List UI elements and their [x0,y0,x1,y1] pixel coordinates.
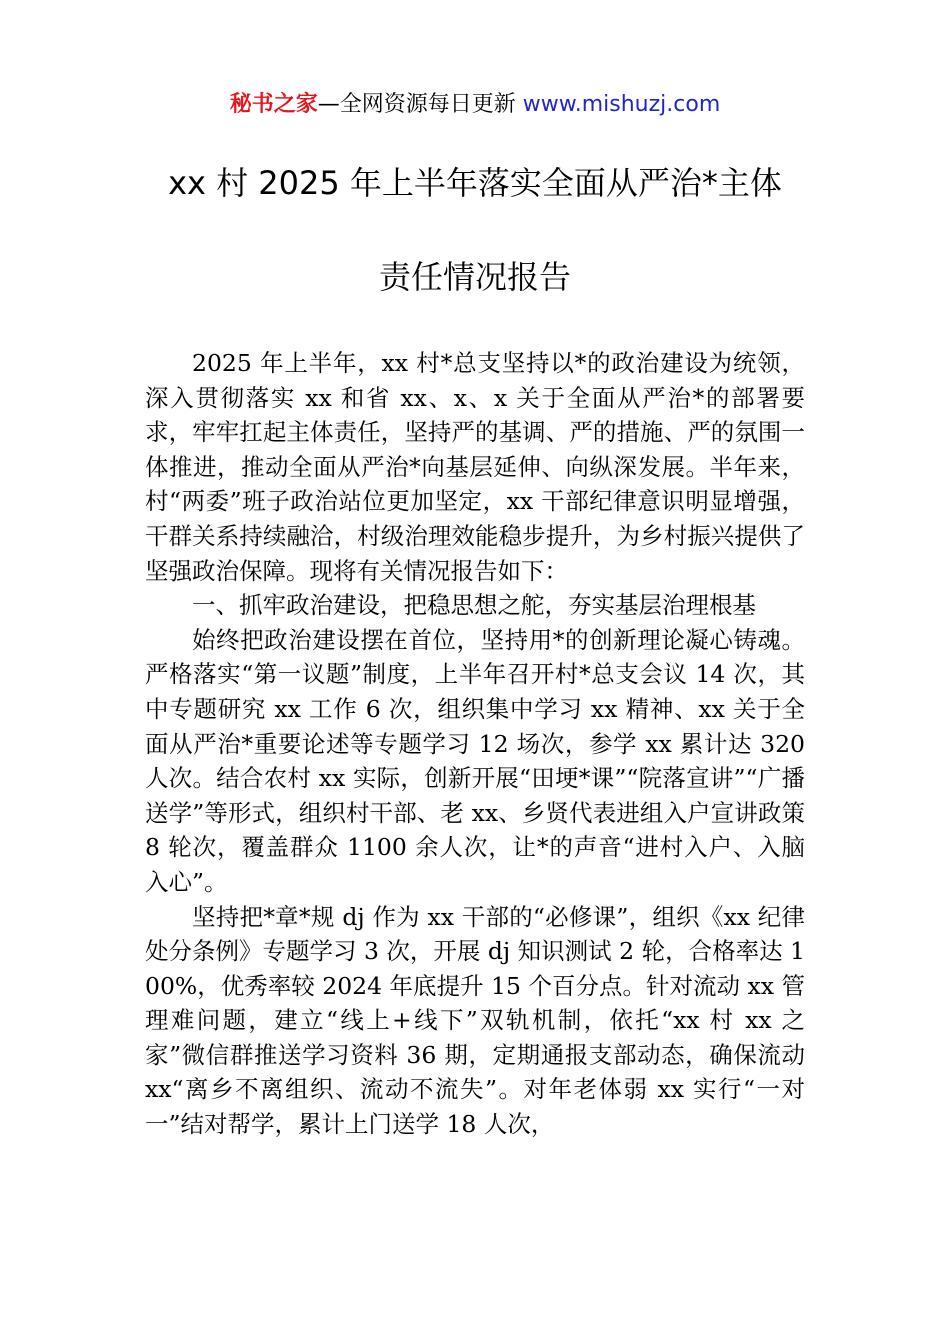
paragraph-intro: 2025 年上半年，xx 村*总支坚持以*的政治建设为统领，深入贯彻落实 xx 和省 xx、x、x 关于全面从严治*的部署要求，牢牢扛起主体责任，坚持严的基调、严的措施、严的氛围一体推进，推动全面从严治*向基层延伸、向纵深发展。半年来，村“两委”班子政治站位更加坚定，xx 干部纪律意识明显增强，干群关系持续融洽，村级治理效能稳步提升，为乡村振兴提供了坚强政治保障。现将有关情况报告如下： [145,349,805,585]
site-brand: 秘书之家 [229,92,318,117]
site-header [0,88,950,122]
document-title-line-2: 责任情况报告 [378,258,571,296]
section-heading-1: 一、抓牢政治建设，把稳思想之舵，夯实基层治理根基 [192,591,756,620]
site-url[interactable]: www.mishuzj.com [522,92,721,117]
site-tagline: —全网资源每日更新 [317,92,523,117]
document-body [145,346,805,1142]
paragraph-party-rules: 坚持把*章*规 dj 作为 xx 干部的“必修课”，组织《xx 纪律处分条例》专题学习 3 次，开展 dj 知识测试 2 轮，合格率达 100%，优秀率较 2024 年底提升 15 个百分点。针对流动 xx 管理难问题，建立“线上+线下”双轨机制，依托“xx 村 xx 之家”微信群推送学习资料 36 期，定期通报支部动态，确保流动 xx“离乡不离组织、流动不流失”。对年老体弱 xx 实行“一对一”结对帮学，累计上门送学 18 人次， [145,902,805,1139]
document-title-line-1: xx 村 2025 年上半年落实全面从严治*主体 [168,164,782,202]
paragraph-political-building: 始终把政治建设摆在首位，坚持用*的创新理论凝心铸魂。严格落实“第一议题”制度，上半年召开村*总支会议 14 次，其中专题研究 xx 工作 6 次，组织集中学习 xx 精神、xx 关于全面从严治*重要论述等专题学习 12 场次，参学 xx 累计达 320 人次。结合农村 xx 实际，创新开展“田埂*课”“院落宣讲”“广播送学”等形式，组织村干部、老 xx、乡贤代表进组入户宣讲政策 8 轮次，覆盖群众 1100 余人次，让*的声音“进村入户、入脑入心”。 [145,625,805,896]
